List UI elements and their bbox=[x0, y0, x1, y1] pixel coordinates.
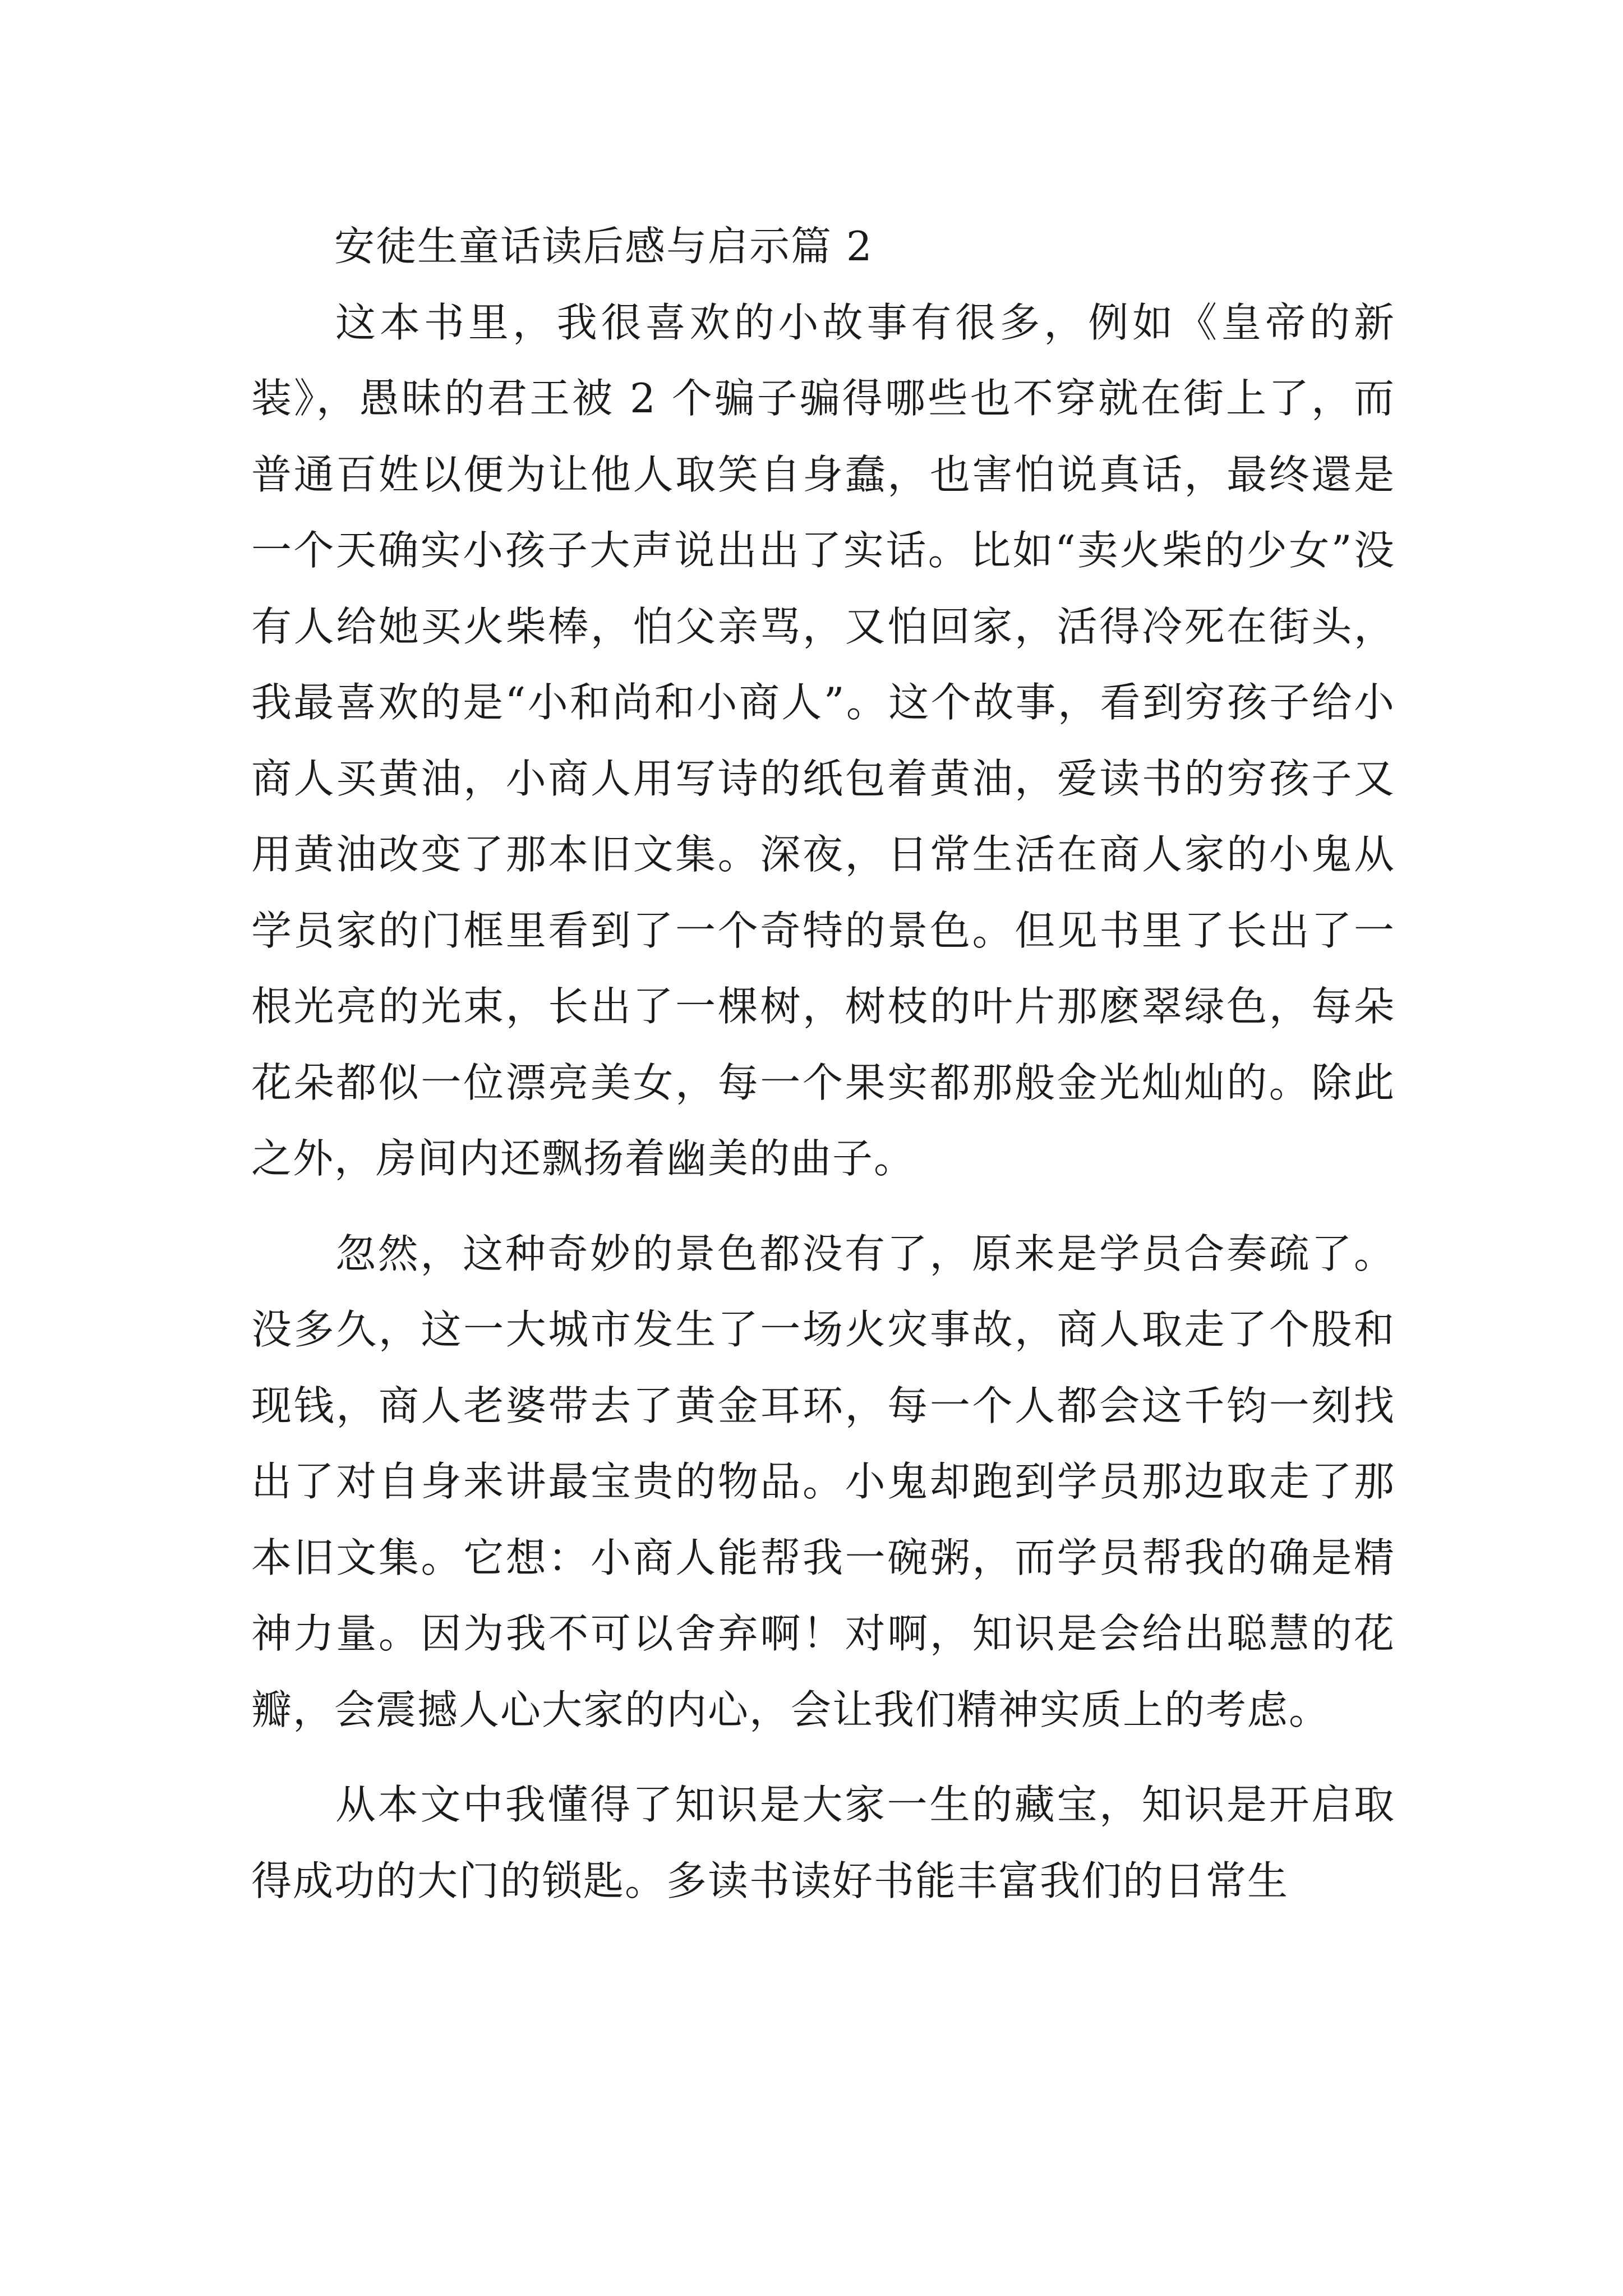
document-body bbox=[251, 209, 1395, 1919]
paragraph-1: 这本书里，我很喜欢的小故事有很多，例如《皇帝的新装》，愚昧的君王被 2 个骗子骗得哪些也不穿就在街上了，而普通百姓以便为让他人取笑自身蠢，也害怕说真话，最终還是一个天确实小孩子大声说出出了实话。比如“卖火柴的少女”没有人给她买火柴棒，怕父亲骂，又怕回家，活得冷死在街头，我最喜欢的是“小和尚和小商人”。这个故事，看到穷孩子给小商人买黄油，小商人用写诗的纸包着黄油，爱读书的穷孩子又用黄油改变了那本旧文集。深夜，日常生活在商人家的小鬼从学员家的门框里看到了一个奇特的景色。但见书里了长出了一根光亮的光束，长出了一棵树，树枝的叶片那麽翠绿色，每朵花朵都似一位漂亮美女，每一个果实都那般金光灿灿的。除此之外，房间内还飘扬着幽美的曲子。 bbox=[251, 298, 1395, 1182]
paragraph-2: 忽然，这种奇妙的景色都没有了，原来是学员合奏疏了。没多久，这一大城市发生了一场火灾事故，商人取走了个股和现钱，商人老婆带去了黄金耳环，每一个人都会这千钧一刻找出了对自身来讲最宝贵的物品。小鬼却跑到学员那边取走了那本旧文集。它想：小商人能帮我一碗粥，而学员帮我的确是精神力量。因为我不可以舍弃啊！对啊，知识是会给出聪慧的花瓣，会震撼人心大家的内心，会让我们精神实质上的考虑。 bbox=[251, 1230, 1395, 1733]
paragraph-3: 从本文中我懂得了知识是大家一生的藏宝，知识是开启取得成功的大门的锁匙。多读书读好书能丰富我们的日常生 bbox=[251, 1781, 1395, 1904]
document-title: 安徒生童话读后感与启示篇 2 bbox=[334, 223, 873, 270]
